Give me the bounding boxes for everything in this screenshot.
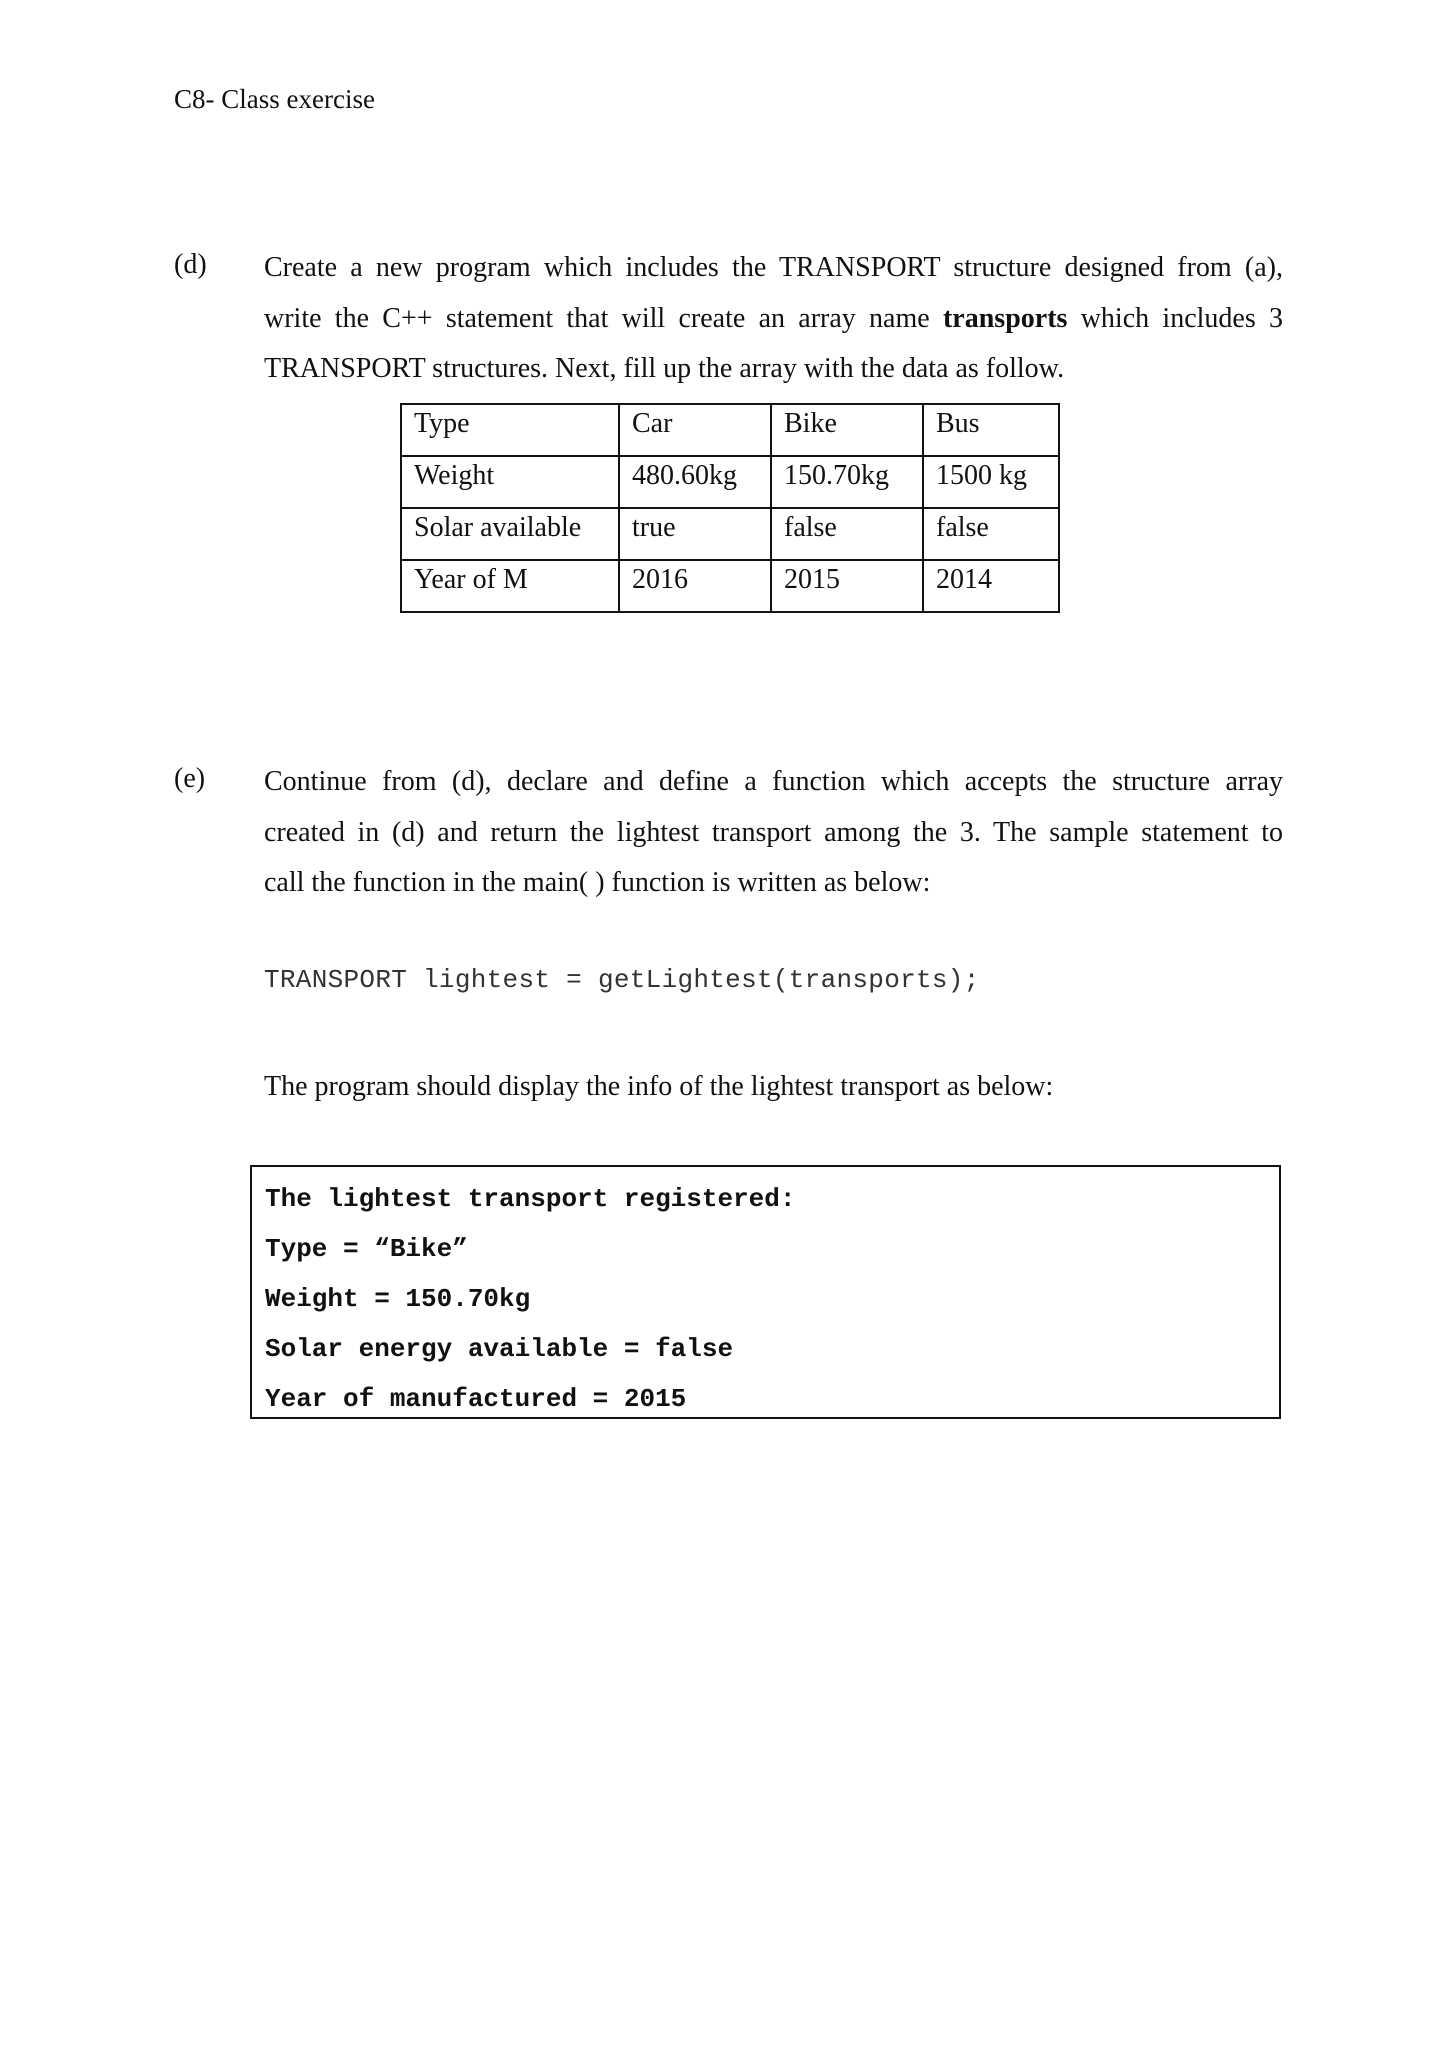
question-d-text: [264, 243, 1283, 395]
array-name-bold: transports: [942, 302, 1068, 334]
table-cell: 480.60kg: [619, 456, 771, 508]
output-line: Solar energy available = false: [265, 1334, 734, 1364]
question-d-line-2-end: which includes 3: [1067, 302, 1284, 334]
table-row: [401, 508, 1059, 560]
table-cell: Solar available: [401, 508, 619, 560]
table-cell: 2014: [923, 560, 1059, 612]
table-cell: Weight: [401, 456, 619, 508]
output-line: Weight = 150.70kg: [265, 1284, 531, 1314]
page-header: C8- Class exercise: [174, 84, 375, 114]
table-cell: Year of M: [401, 560, 619, 612]
table-cell: false: [923, 508, 1059, 560]
question-label-e: (e): [174, 763, 206, 794]
table-cell: Car: [619, 404, 771, 456]
table-cell: Bike: [771, 404, 923, 456]
question-d-line-2: [264, 294, 1283, 345]
program-output-box: [250, 1165, 1281, 1419]
question-d-line-3: TRANSPORT structures. Next, fill up the array with the data as follow.: [264, 353, 1065, 384]
table-row: [401, 560, 1059, 612]
question-e-line-3: call the function in the main( ) function is written as below:: [264, 867, 931, 898]
display-instruction-text: The program should display the info of the lightest transport as below:: [264, 1071, 1054, 1102]
table-cell: 1500 kg: [923, 456, 1059, 508]
table-cell: 150.70kg: [771, 456, 923, 508]
question-e-text: [264, 757, 1283, 909]
transport-data-table: [400, 403, 1060, 613]
question-label-d: (d): [174, 249, 207, 280]
table-cell: true: [619, 508, 771, 560]
question-d-line-2-start: write the C++ statement that will create an array name: [264, 302, 943, 334]
table-cell: 2016: [619, 560, 771, 612]
output-line: Type = “Bike”: [265, 1234, 468, 1264]
table-row: [401, 404, 1059, 456]
question-e-line-2: created in (d) and return the lightest transport among the 3. The sample statement to: [264, 816, 1283, 848]
table-cell: 2015: [771, 560, 923, 612]
table-cell: Bus: [923, 404, 1059, 456]
question-d-line-1: Create a new program which includes the TRANSPORT structure designed from (a),: [264, 252, 1283, 283]
output-line: Year of manufactured = 2015: [265, 1384, 687, 1414]
table-row: [401, 456, 1059, 508]
display-instruction: [264, 1062, 1283, 1113]
sample-code-statement: TRANSPORT lightest = getLightest(transports);: [264, 965, 980, 995]
output-line: The lightest transport registered:: [265, 1184, 796, 1214]
table-cell: false: [771, 508, 923, 560]
table-cell: Type: [401, 404, 619, 456]
question-e-line-1: Continue from (d), declare and define a function which accepts the structure array: [264, 766, 1283, 797]
